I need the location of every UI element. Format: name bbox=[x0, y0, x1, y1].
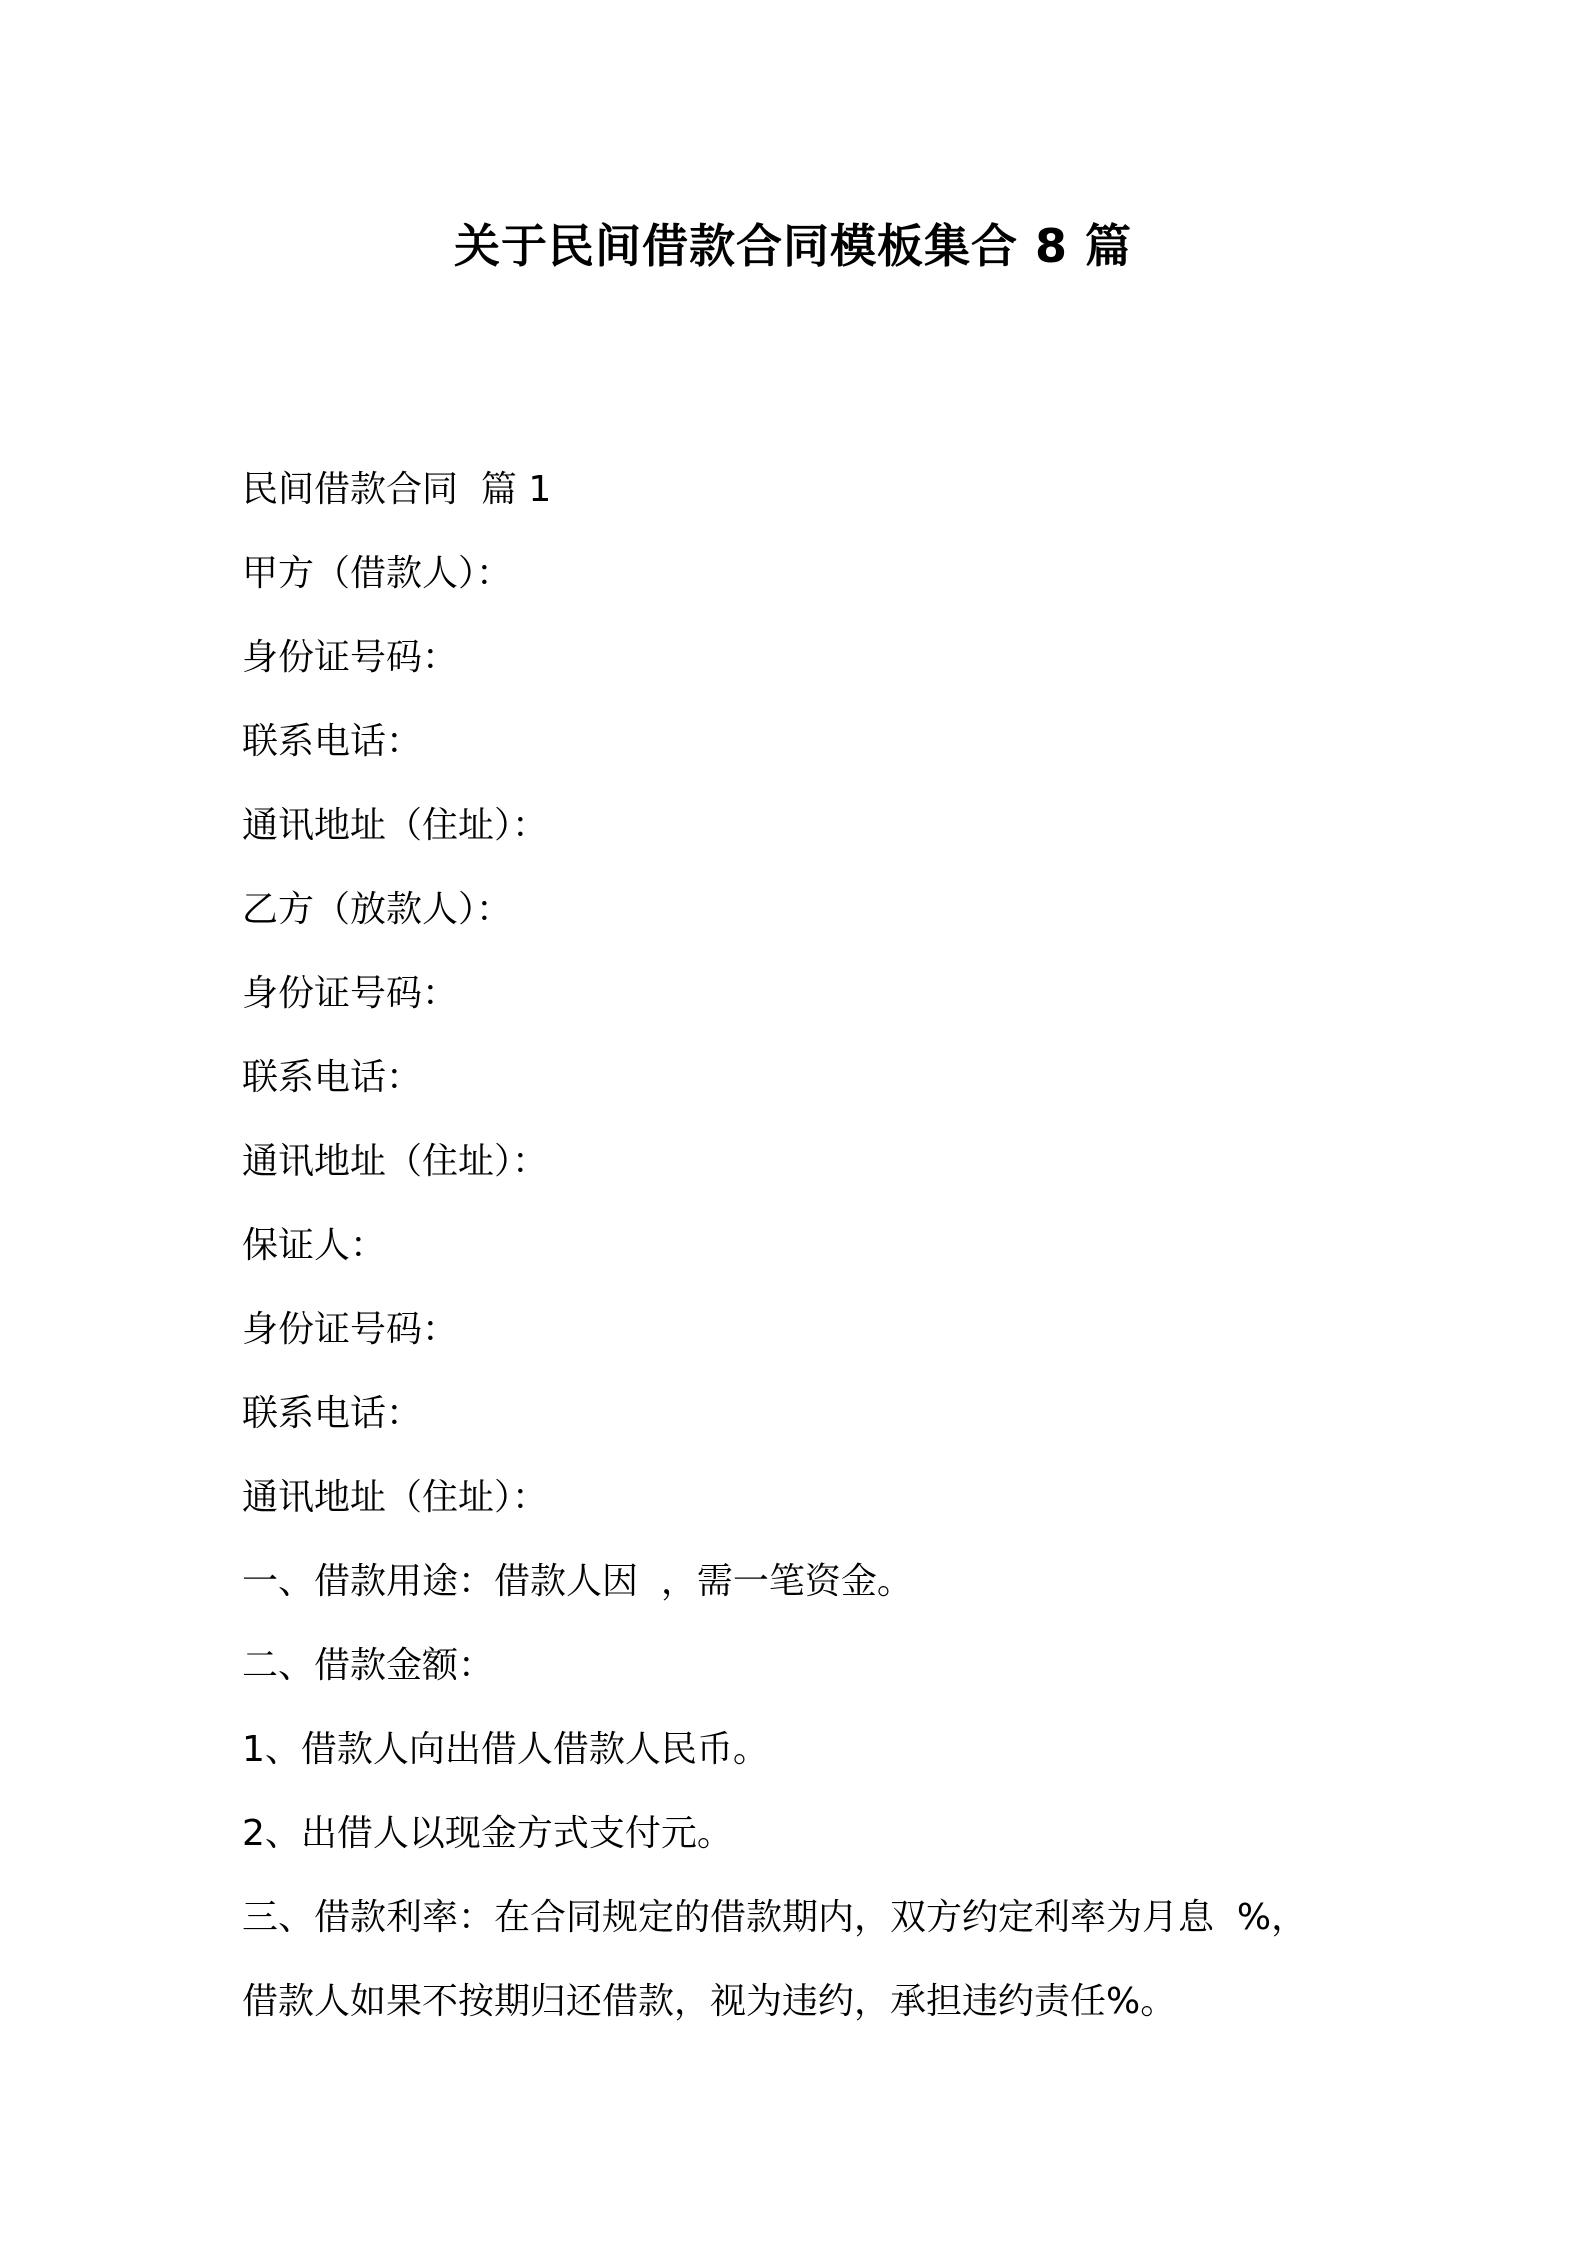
clause-item: 2、出借人以现金方式支付元。 bbox=[242, 1813, 733, 1854]
clause-interest-rate: 三、借款利率：在合同规定的借款期内，双方约定利率为月息 %， bbox=[242, 1897, 1308, 1938]
party-a-address-label: 通讯地址（住址）： bbox=[242, 805, 549, 846]
guarantor-label: 保证人： bbox=[242, 1225, 387, 1266]
document-title: 关于民间借款合同模板集合 8 篇 bbox=[453, 219, 1133, 273]
guarantor-id-number-label: 身份证号码： bbox=[242, 1309, 459, 1350]
party-b-id-number-label: 身份证号码： bbox=[242, 973, 459, 1014]
section-heading: 民间借款合同 篇 1 bbox=[242, 469, 552, 510]
clause-loan-amount: 二、借款金额： bbox=[242, 1645, 495, 1686]
party-b-address-label: 通讯地址（住址）： bbox=[242, 1141, 549, 1182]
party-a-id-number-label: 身份证号码： bbox=[242, 637, 459, 678]
guarantor-phone-label: 联系电话： bbox=[242, 1393, 423, 1434]
party-a-phone-label: 联系电话： bbox=[242, 721, 423, 762]
party-a-label: 甲方（借款人）： bbox=[242, 553, 513, 594]
clause-interest-rate-continued: 借款人如果不按期归还借款，视为违约，承担违约责任%。 bbox=[242, 1981, 1177, 2022]
party-b-label: 乙方（放款人）： bbox=[242, 889, 513, 930]
clause-item: 1、借款人向出借人借款人民币。 bbox=[242, 1729, 769, 1770]
clause-loan-purpose: 一、借款用途：借款人因 ，需一笔资金。 bbox=[242, 1561, 913, 1602]
party-b-phone-label: 联系电话： bbox=[242, 1057, 423, 1098]
guarantor-address-label: 通讯地址（住址）： bbox=[242, 1477, 549, 1518]
document-body bbox=[242, 448, 1372, 2044]
